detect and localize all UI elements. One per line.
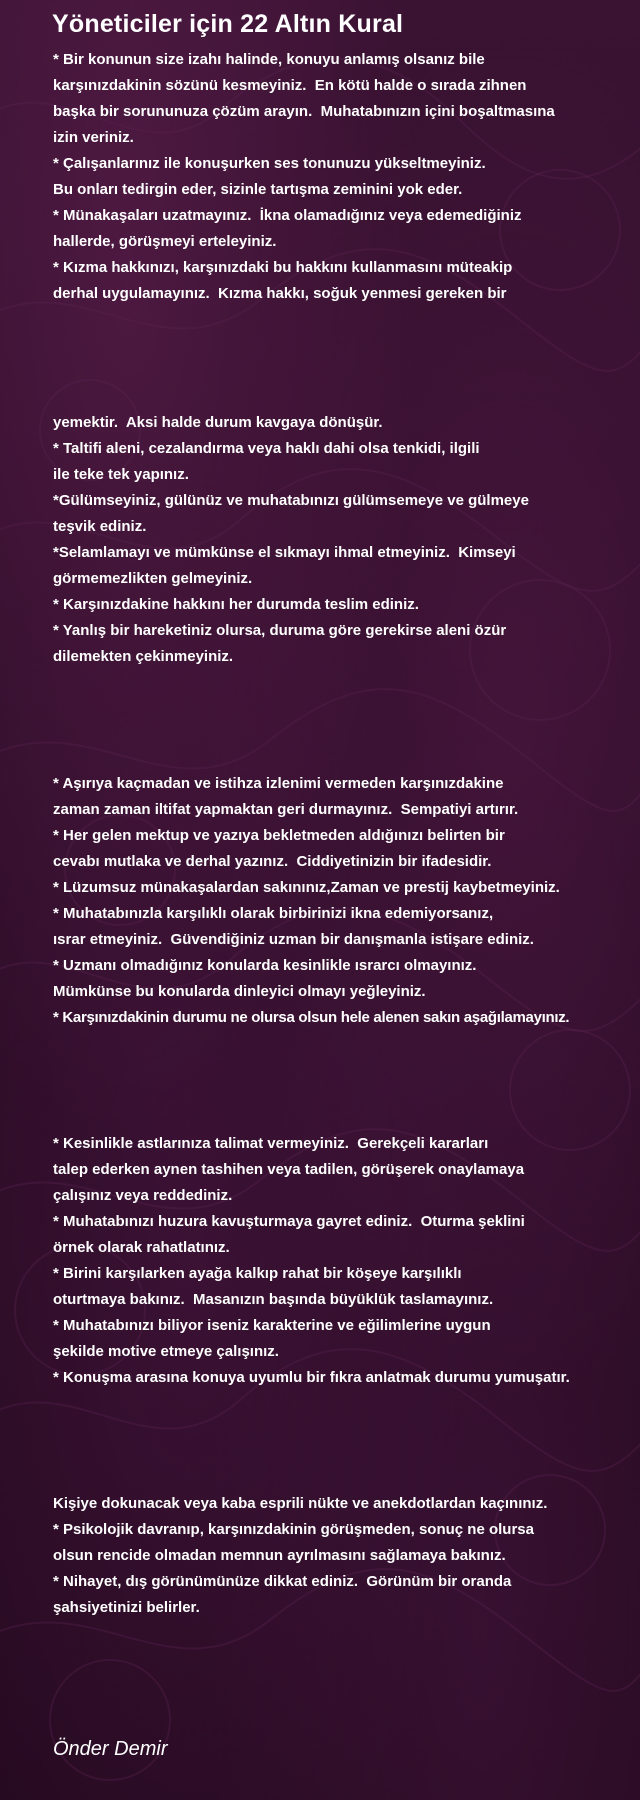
text-line: *Selamlamayı ve mümkünse el sıkmayı ihmal etmeyiniz. Kimseyi	[53, 544, 516, 561]
text-line: * Aşırıya kaçmadan ve istihza izlenimi vermeden karşınızdakine	[53, 775, 504, 792]
text-line: * Bir konunun size izahı halinde, konuyu anlamış olsanız bile	[53, 51, 485, 68]
text-block	[53, 1131, 640, 1391]
text-line: ısrar etmeyiniz. Güvendiğiniz uzman bir danışmanla istişare ediniz.	[53, 931, 534, 948]
text-line: * Muhatabınızı huzura kavuşturmaya gayret ediniz. Oturma şeklini	[53, 1213, 525, 1230]
text-line: * Kızma hakkınızı, karşınızdaki bu hakkını kullanmasını müteakip	[53, 259, 513, 276]
text-line: şekilde motive etmeye çalışınız.	[53, 1343, 279, 1360]
text-line: * Uzmanı olmadığınız konularda kesinlikle ısrarcı olmayınız.	[53, 957, 477, 974]
text-line: * Kesinlikle astlarınıza talimat vermeyiniz. Gerekçeli kararları	[53, 1135, 489, 1152]
text-line: * Münakaşaları uzatmayınız. İkna olamadığınız veya edemediğiniz	[53, 207, 522, 224]
text-line: çalışınız veya reddediniz.	[53, 1187, 233, 1204]
text-line: * Taltifi aleni, cezalandırma veya haklı dahi olsa tenkidi, ilgili	[53, 440, 480, 457]
text-line: talep ederken aynen tashihen veya tadilen, görüşerek onaylamaya	[53, 1161, 525, 1178]
text-line: * Lüzumsuz münakaşalardan sakınınız,Zaman ve prestij kaybetmeyiniz.	[53, 879, 560, 896]
text-line: derhal uygulamayınız. Kızma hakkı, soğuk yenmesi gereken bir	[53, 285, 507, 302]
text-line: * Nihayet, dış görünümünüze dikkat ediniz. Görünüm bir oranda	[53, 1573, 512, 1590]
text-line: oturtmaya bakınız. Masanızın başında büyüklük taslamayınız.	[53, 1291, 494, 1308]
text-line: * Karşınızdakine hakkını her durumda teslim ediniz.	[53, 596, 419, 613]
text-line: karşınızdakinin sözünü kesmeyiniz. En kötü halde o sırada zihnen	[53, 77, 527, 94]
text-line: dilemekten çekinmeyiniz.	[53, 648, 234, 665]
text-line: * Psikolojik davranıp, karşınızdakinin görüşmeden, sonuç ne olursa	[53, 1521, 534, 1538]
text-line: * Muhatabınızla karşılıklı olarak birbirinizi ikna edemiyorsanız,	[53, 905, 494, 922]
text-line: ile teke tek yapınız.	[53, 466, 189, 483]
text-line: cevabı mutlaka ve derhal yazınız. Ciddiyetinizin bir ifadesidir.	[53, 853, 492, 870]
text-line: olsun rencide olmadan memnun ayrılmasını sağlamaya bakınız.	[53, 1547, 506, 1564]
text-line: başka bir sorununuza çözüm arayın. Muhatabınızın içini boşaltmasına	[53, 103, 555, 120]
text-line: teşvik ediniz.	[53, 518, 147, 535]
text-line: * Konuşma arasına konuya uyumlu bir fıkra anlatmak durumu yumuşatır.	[53, 1369, 570, 1386]
text-line: * Birini karşılarken ayağa kalkıp rahat bir köşeye karşılıklı	[53, 1265, 462, 1282]
text-line: yemektir. Aksi halde durum kavgaya dönüşür.	[53, 414, 383, 431]
page-title: Yöneticiler için 22 Altın Kural	[52, 10, 404, 38]
author-signature: Önder Demir	[53, 1738, 168, 1760]
text-block	[53, 1491, 640, 1621]
text-line: Kişiye dokunacak veya kaba esprili nükte ve anekdotlardan kaçınınız.	[53, 1495, 548, 1512]
text-line: * Yanlış bir hareketiniz olursa, duruma göre gerekirse aleni özür	[53, 622, 507, 639]
text-line: görmemezlikten gelmeyiniz.	[53, 570, 253, 587]
text-line: * Her gelen mektup ve yazıya bekletmeden aldığınızı belirten bir	[53, 827, 505, 844]
text-line: hallerde, görüşmeyi erteleyiniz.	[53, 233, 277, 250]
text-line: örnek olarak rahatlatınız.	[53, 1239, 230, 1256]
text-line: *Gülümseyiniz, gülünüz ve muhatabınızı gülümsemeye ve gülmeye	[53, 492, 529, 509]
text-line: * Karşınızdakinin durumu ne olursa olsun hele alenen sakın aşağılamayınız.	[53, 1009, 570, 1026]
text-line: Bu onları tedirgin eder, sizinle tartışma zeminini yok eder.	[53, 181, 463, 198]
text-line: zaman zaman iltifat yapmaktan geri durmayınız. Sempatiyi artırır.	[53, 801, 519, 818]
text-line: izin veriniz.	[53, 129, 134, 146]
text-block	[53, 771, 640, 1031]
text-block	[53, 410, 640, 670]
text-block	[53, 47, 640, 307]
text-line: * Muhatabınızı biliyor iseniz karakterine ve eğilimlerine uygun	[53, 1317, 491, 1334]
text-line: * Çalışanlarınız ile konuşurken ses tonunuzu yükseltmeyiniz.	[53, 155, 486, 172]
text-line: Mümkünse bu konularda dinleyici olmayı yeğleyiniz.	[53, 983, 426, 1000]
text-line: şahsiyetinizi belirler.	[53, 1599, 200, 1616]
